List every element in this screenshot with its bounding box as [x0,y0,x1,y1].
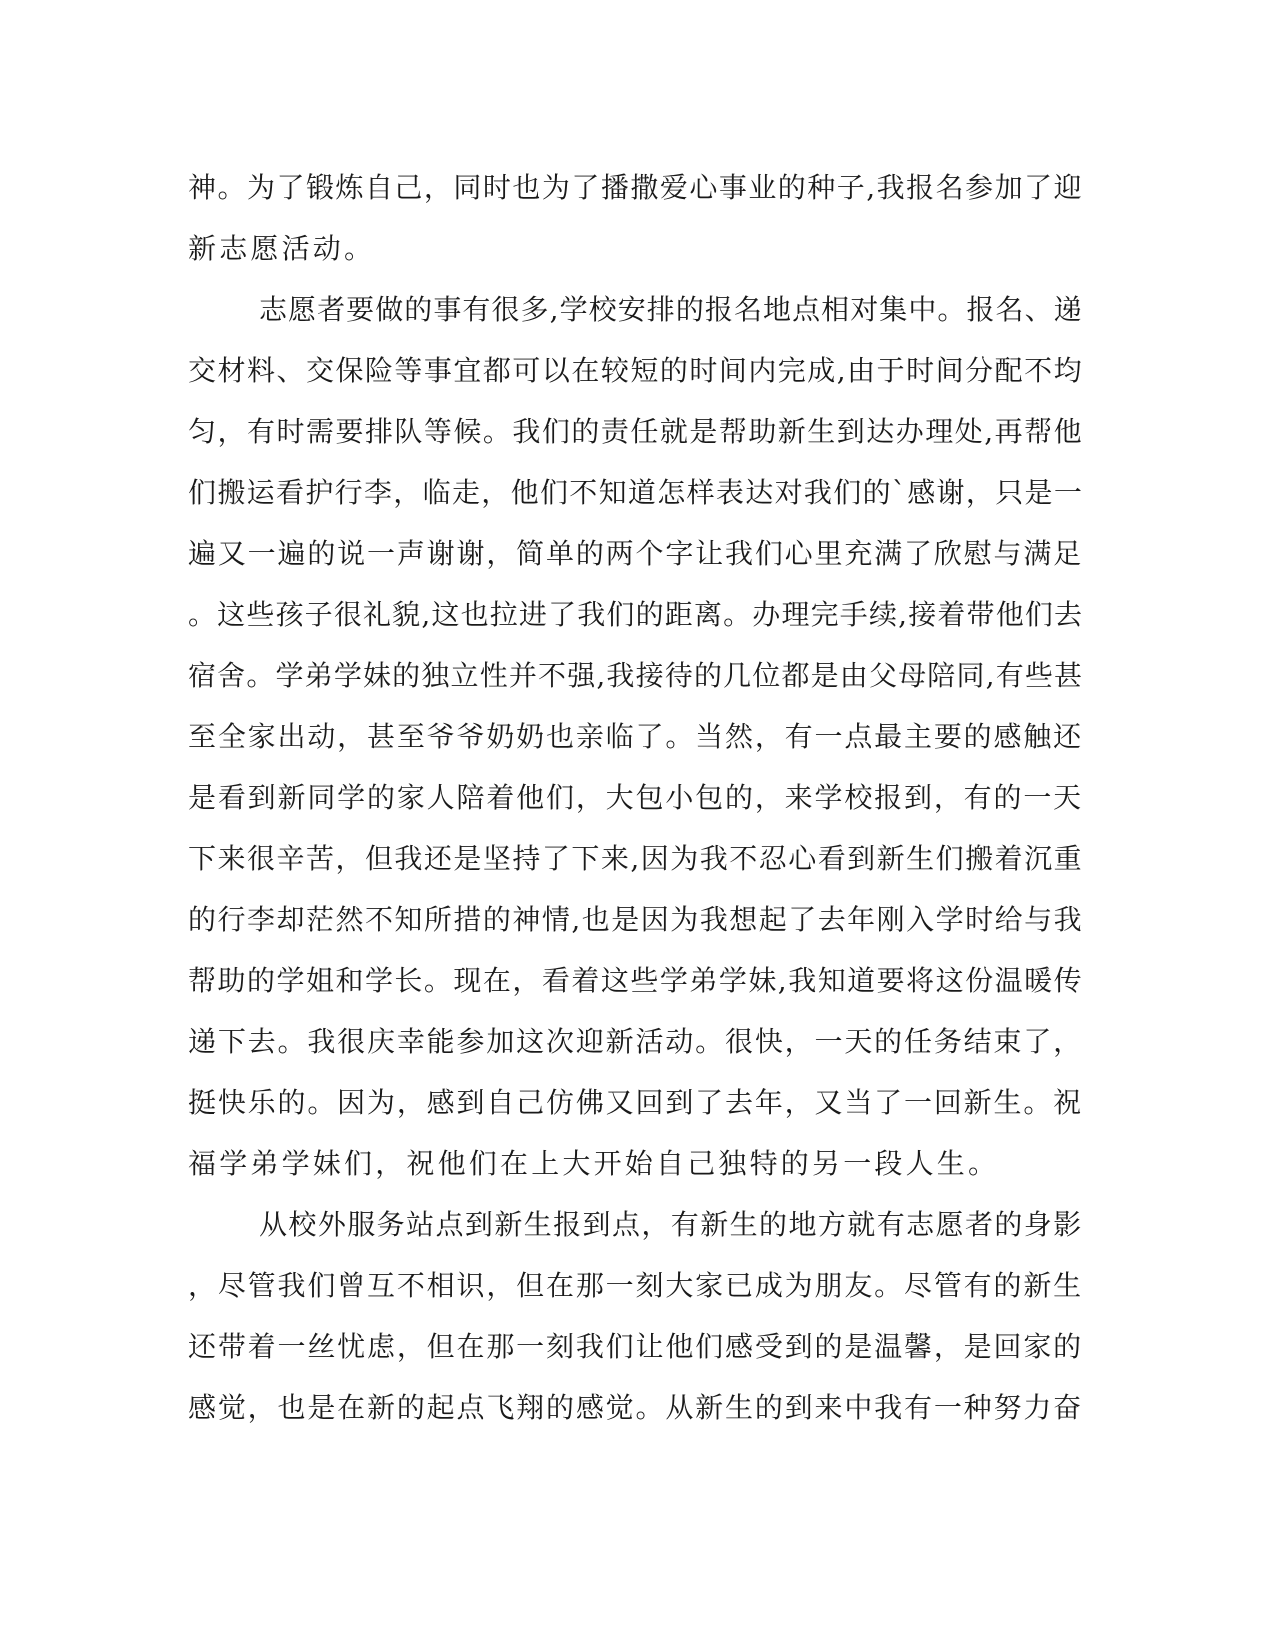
text-line: 是看到新同学的家人陪着他们，大包小包的，来学校报到，有的一天 [188,781,1084,814]
text-line: 递下去。我很庆幸能参加这次迎新活动。很快，一天的任务结束了， [188,1025,1084,1058]
text-line: 的行李却茫然不知所措的神情,也是因为我想起了去年刚入学时给与我 [188,903,1084,936]
text-line: 下来很辛苦，但我还是坚持了下来,因为我不忍心看到新生们搬着沉重 [188,842,1084,875]
text-line: 匀，有时需要排队等候。我们的责任就是帮助新生到达办理处,再帮他 [188,415,1084,448]
text-line: 交材料、交保险等事宜都可以在较短的时间内完成,由于时间分配不均 [188,354,1084,387]
text-line: 还带着一丝忧虑，但在那一刻我们让他们感受到的是温馨，是回家的 [188,1330,1084,1363]
text-line: 神。为了锻炼自己，同时也为了播撒爱心事业的种子,我报名参加了迎 [188,171,1084,204]
text-line: 们搬运看护行李，临走，他们不知道怎样表达对我们的`感谢，只是一 [188,476,1084,509]
text-line: 帮助的学姐和学长。现在，看着这些学弟学妹,我知道要将这份温暖传 [188,964,1084,997]
text-line: 志愿者要做的事有很多,学校安排的报名地点相对集中。报名、递 [259,293,1083,326]
text-line: 福学弟学妹们，祝他们在上大开始自己独特的另一段人生。 [188,1147,1000,1180]
text-line: 从校外服务站点到新生报到点，有新生的地方就有志愿者的身影 [259,1208,1083,1241]
text-line: 遍又一遍的说一声谢谢，简单的两个字让我们心里充满了欣慰与满足 [188,537,1084,570]
text-line: 新志愿活动。 [188,232,376,265]
text-line: 挺快乐的。因为，感到自己仿佛又回到了去年，又当了一回新生。祝 [188,1086,1084,1119]
text-line: ，尽管我们曾互不相识，但在那一刻大家已成为朋友。尽管有的新生 [188,1269,1084,1302]
text-line: 至全家出动，甚至爷爷奶奶也亲临了。当然，有一点最主要的感触还 [188,720,1084,753]
body-text [188,157,1084,1438]
text-line: 感觉，也是在新的起点飞翔的感觉。从新生的到来中我有一种努力奋 [188,1391,1084,1424]
text-line: 宿舍。学弟学妹的独立性并不强,我接待的几位都是由父母陪同,有些甚 [188,659,1084,692]
text-line: 。这些孩子很礼貌,这也拉进了我们的距离。办理完手续,接着带他们去 [188,598,1084,631]
